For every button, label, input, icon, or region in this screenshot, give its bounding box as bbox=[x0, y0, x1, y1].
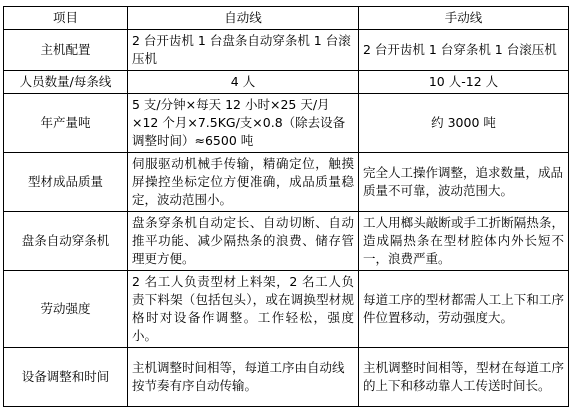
row-label: 主机配置 bbox=[4, 30, 128, 71]
manual-line-cell: 工人用榔头敲断或手工折断隔热条，造成隔热条在型材腔体内外长短不一，浪费严重。 bbox=[359, 212, 569, 271]
manual-line-cell: 约 3000 吨 bbox=[359, 94, 569, 153]
table-row bbox=[4, 212, 569, 271]
auto-line-cell: 主机调整时间相等，每道工序由自动线按节奏有序自动传输。 bbox=[128, 348, 359, 407]
manual-line-cell: 10 人-12 人 bbox=[359, 71, 569, 94]
comparison-table bbox=[3, 6, 569, 407]
row-label: 设备调整和时间 bbox=[4, 348, 128, 407]
row-label: 年产量吨 bbox=[4, 94, 128, 153]
manual-line-cell: 完全人工操作调整，追求数量，成品质量不可靠，波动范围大。 bbox=[359, 153, 569, 212]
table-row bbox=[4, 94, 569, 153]
table-row bbox=[4, 271, 569, 348]
auto-line-cell: 伺服驱动机械手传输，精确定位，触摸屏操控坐标定位方便准确，成品质量稳定，波动范围小。 bbox=[128, 153, 359, 212]
auto-line-cell: 2 名工人负责型材上料架，2 名工人负责下料架（包括包头），或在调换型材规格时对设备作调整。工作轻松，强度小。 bbox=[128, 271, 359, 348]
auto-line-cell: 2 台开齿机 1 台盘条自动穿条机 1 台滚压机 bbox=[128, 30, 359, 71]
table-header-row bbox=[4, 7, 569, 30]
header-cell-auto-line: 自动线 bbox=[128, 7, 359, 30]
table-row bbox=[4, 153, 569, 212]
header-cell-manual-line: 手动线 bbox=[359, 7, 569, 30]
auto-line-cell: 4 人 bbox=[128, 71, 359, 94]
auto-line-cell: 5 支/分钟×每天 12 小时×25 天/月×12 个月×7.5KG/支×0.8（除去设备调整时间）≈6500 吨 bbox=[128, 94, 359, 153]
manual-line-cell: 每道工序的型材都需人工上下和工序件位置移动，劳动强度大。 bbox=[359, 271, 569, 348]
row-label: 劳动强度 bbox=[4, 271, 128, 348]
table-row bbox=[4, 30, 569, 71]
table-row bbox=[4, 348, 569, 407]
auto-line-cell: 盘条穿条机自动定长、自动切断、自动推平功能、减少隔热条的浪费、储存管理更方便。 bbox=[128, 212, 359, 271]
header-cell-item: 项目 bbox=[4, 7, 128, 30]
row-label: 人员数量/每条线 bbox=[4, 71, 128, 94]
manual-line-cell: 主机调整时间相等，型材在每道工序的上下和移动靠人工传送时间长。 bbox=[359, 348, 569, 407]
row-label: 型材成品质量 bbox=[4, 153, 128, 212]
row-label: 盘条自动穿条机 bbox=[4, 212, 128, 271]
manual-line-cell: 2 台开齿机 1 台穿条机 1 台滚压机 bbox=[359, 30, 569, 71]
table-row bbox=[4, 71, 569, 94]
